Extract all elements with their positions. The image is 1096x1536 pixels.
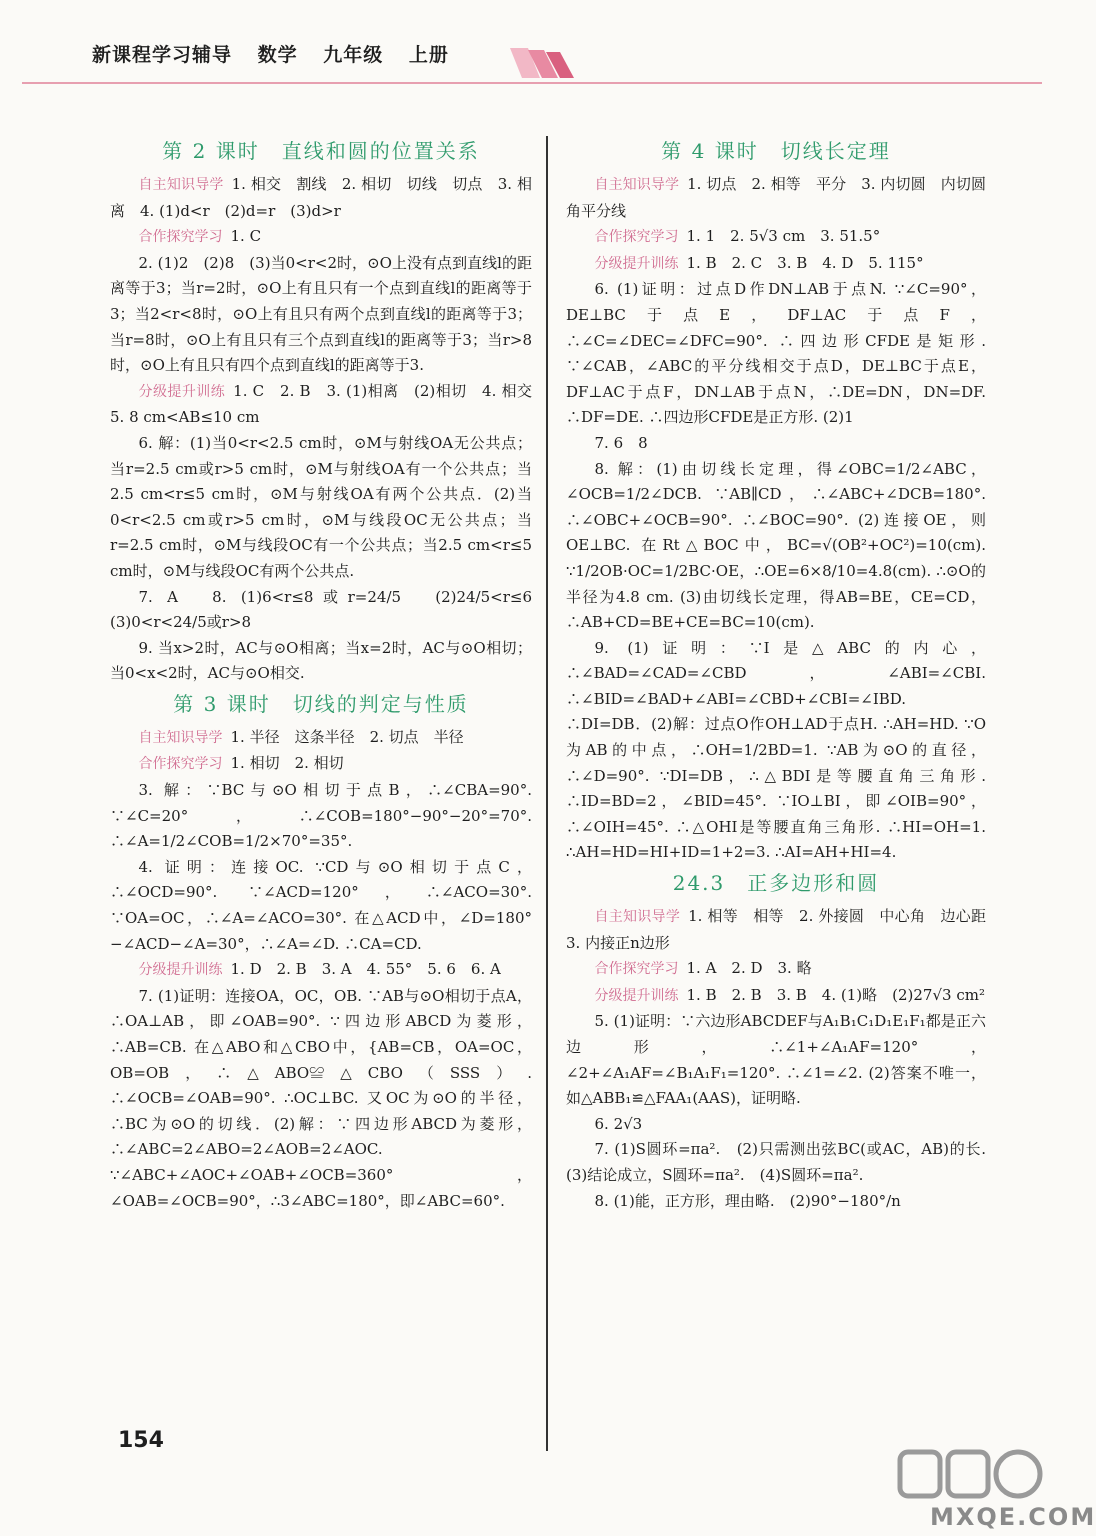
answer-block [110,172,532,224]
section-tag: 自主知识导学 [138,729,223,746]
answer-paragraph: 6. 2√3 [594,1114,643,1133]
answer-paragraph: 8. 解：(1)由切线长定理，得∠OBC=1/2∠ABC，∠OCB=1/2∠DCB. ∵AB∥CD，∴∠ABC+∠DCB=180°. ∴∠OBC+∠OCB=90°. ∴∠BOC=90°. (2)连接OE，则OE⊥BC. 在Rt△BOC中，BC=√(OB²+OC²)=10(cm). ∵1/2OB·OC=1/2BC·OE，∴OE=6×8/10=4.8(cm). ∴⊙O的半径为4.8 cm. (3)由切线长定理，得AB=BE，CE=CD，∴AB+CD=BE+CE=BC=10(cm). [566,459,986,632]
page-number: 154 [118,1428,164,1453]
answer-block [566,956,986,983]
answer-paragraph: 8. (1)能，正方形，理由略. (2)90°−180°/n [594,1191,901,1210]
answer-paragraph: 6. 解：(1)当0<r<2.5 cm时，⊙M与射线OA无公共点；当r=2.5 cm或r>5 cm时，⊙M与射线OA有一个公共点；当2.5 cm<r≤5 cm时，⊙M与射线OA有两个公共点．(2)当0<r<2.5 cm或r>5 cm时，⊙M与线段OC无公共点；当r=2.5 cm时，⊙M与线段OC有一个公共点；当2.5 cm<r≤5 cm时，⊙M与线段OC有两个公共点. [110,433,532,580]
watermark-text: MXQE.COM [930,1503,1096,1531]
section-tag: 分级提升训练 [594,255,679,272]
volume-label: 上册 [408,44,449,66]
answer-block [110,957,532,984]
header-decoration-icon [500,44,580,80]
answer-paragraph: 2. (1)2 (2)8 (3)当0<r<2时，⊙O上没有点到直线l的距离等于3；当r=2时，⊙O上有且只有一个点到直线l的距离等于3；当2<r<8时，⊙O上有且只有两个点到直线l的距离等于3；当r=8时，⊙O上有且只有三个点到直线l的距离等于3；当r>8时，⊙O上有且只有四个点到直线l的距离等于3. [110,253,532,375]
section-title: 第 2 课时 直线和圆的位置关系 [162,139,480,163]
section-tag: 合作探究学习 [594,229,679,246]
answer-paragraph: 7. (1)证明：连接OA，OC，OB. ∵AB与⊙O相切于点A，∴OA⊥AB，即∠OAB=90°. ∵四边形ABCD为菱形，∴AB=CB. 在△ABO和△CBO中，{AB=CB，OA=OC，OB=OB，∴△ABO≌△CBO（SSS）. ∴∠OCB=∠OAB=90°. ∴OC⊥BC. 又OC为⊙O的半径，∴BC为⊙O的切线．(2)解：∵四边形ABCD为菱形，∴∠ABC=2∠ABO=2∠AOB=2∠AOC. ∵∠ABC+∠AOC+∠OAB+∠OCB=360°，∠OAB=∠OCB=90°，∴3∠ABC=180°，即∠ABC=60°. [110,986,532,1210]
answer-text: 1. B 2. B 3. B 4. (1)略 (2)27√3 cm² [686,985,985,1004]
section-tag: 分级提升训练 [138,962,223,979]
section-title: 24.3 正多边形和圆 [672,871,880,896]
section-tag: 合作探究学习 [138,756,223,773]
answer-text: 1. 相交 割线 2. 相切 切线 切点 3. 相离 4. (1)d<r (2)d=r (3)d>r [110,175,532,220]
section-title: 第 4 课时 切线长定理 [661,139,891,163]
left-column [110,134,548,1214]
section-title: 第 3 课时 切线的判定与性质 [173,691,469,716]
answer-paragraph: 7. (1)S圆环=πa². (2)只需测出弦BC(或AC，AB)的长. (3)结论成立，S圆环=πa². (4)S圆环=πa². [566,1140,1002,1184]
answer-text: 1. 相等 相等 2. 外接圆 中心角 边心距 3. 内接正n边形 [566,907,1002,952]
section-tag: 分级提升训练 [138,383,226,400]
grade-label: 九年级 [323,44,384,66]
answer-paragraph: 9. 当x>2时，AC与⊙O相离；当x=2时，AC与⊙O相切；当0<x<2时，AC与⊙O相交. [110,638,532,683]
answer-block [566,904,1002,956]
answer-paragraph: 3. 解：∵BC与⊙O相切于点B，∴∠CBA=90°. ∵∠C=20°，∴∠COB=180°−90°−20°=70°. ∴∠A=1/2∠COB=1/2×70°=35°. [110,781,532,851]
answer-text: 1. C 2. B 3. (1)相离 (2)相切 4. 相交 5. 8 cm<AB≤10 cm [110,381,548,427]
answer-text: 1. C [230,227,262,246]
answer-paragraph: 5. (1)证明：∵六边形ABCDEF与A₁B₁C₁D₁E₁F₁都是正六边形，∴∠1+∠A₁AF=120°，∠2+∠A₁AF=∠B₁A₁F₁=120°. ∴∠1=∠2. (2)答案不唯一，如△ABB₁≌△FAA₁(AAS)，证明略. [566,1012,986,1108]
answer-block [110,725,532,752]
right-column [566,134,1002,1214]
answer-block [566,983,986,1010]
running-header [92,40,467,67]
section-tag: 自主知识导学 [594,909,681,926]
book-title: 新课程学习辅导 [92,44,233,66]
section-tag: 合作探究学习 [138,229,223,246]
answer-text: 1. 切点 2. 相等 平分 3. 内切圆 内切圆 角平分线 [566,175,1002,220]
answer-text: 1. 相切 2. 相切 [230,754,344,773]
answer-paragraph: 7. A 8. (1)6<r≤8或r=24/5 (2)24/5<r≤6 (3)0<r<24/5或r>8 [110,587,548,632]
answer-paragraph: 4. 证明：连接OC. ∵CD与⊙O相切于点C，∴∠OCD=90°. ∵∠ACD=120°，∴∠ACO=30°. ∵OA=OC，∴∠A=∠ACO=30°. 在△ACD中，∠D=180°−∠ACD−∠A=30°，∴∠A=∠D. ∴CA=CD. [110,857,532,953]
answer-text: 1. D 2. B 3. A 4. 55° 5. 6 6. A [230,960,501,979]
answer-block [110,751,532,778]
answer-text: 1. B 2. C 3. B 4. D 5. 115° [686,253,924,272]
section-tag: 合作探究学习 [594,961,679,978]
section-tag: 分级提升训练 [594,987,679,1004]
section-tag: 自主知识导学 [138,177,224,193]
answer-text: 1. 半径 这条半径 2. 切点 半径 [230,727,464,746]
answer-block [566,251,986,278]
answer-paragraph: 7. 6 8 [594,433,648,452]
answer-text: 1. A 2. D 3. 略 [686,959,812,978]
column-divider [546,136,548,1451]
answer-paragraph: 6. (1)证明：过点D作DN⊥AB于点N. ∵∠C=90°，DE⊥BC于点E，DF⊥AC于点F，∴∠C=∠DEC=∠DFC=90°. ∴四边形CFDE是矩形. ∵∠CAB，∠ABC的平分线相交于点D，DE⊥BC于点E，DF⊥AC于点F，DN⊥AB于点N，∴DE=DN，DN=DF. ∴DF=DE. ∴四边形CFDE是正方形. (2)1 [566,280,986,427]
answer-block [110,379,548,431]
answer-block [110,224,532,251]
subject-label: 数学 [257,44,298,66]
answer-text: 1. 1 2. 5√3 cm 3. 51.5° [686,227,881,246]
section-tag: 自主知识导学 [594,177,680,193]
answer-block [566,224,986,251]
answer-paragraph: 9. (1)证明：∵I是△ABC的内心，∴∠BAD=∠CAD=∠CBD，∠ABI=∠CBI. ∴∠BID=∠BAD+∠ABI=∠CBD+∠CBI=∠IBD. ∴DI=DB．(2)解：过点O作OH⊥AD于点H. ∴AH=HD. ∵O为AB的中点，∴OH=1/2BD=1. ∵AB为⊙O的直径，∴∠D=90°. ∵DI=DB，∴△BDI是等腰直角三角形. ∴ID=BD=2，∠BID=45°. ∵IO⊥BI，即∠OIB=90°，∴∠OIH=45°. ∴△OHI是等腰直角三角形. ∴HI=OH=1. ∴AH=HD=HI+ID=1+2=3. ∴AI=AH+HI=4. [566,638,986,862]
header-rule [22,82,1042,84]
answer-block [566,172,1002,224]
